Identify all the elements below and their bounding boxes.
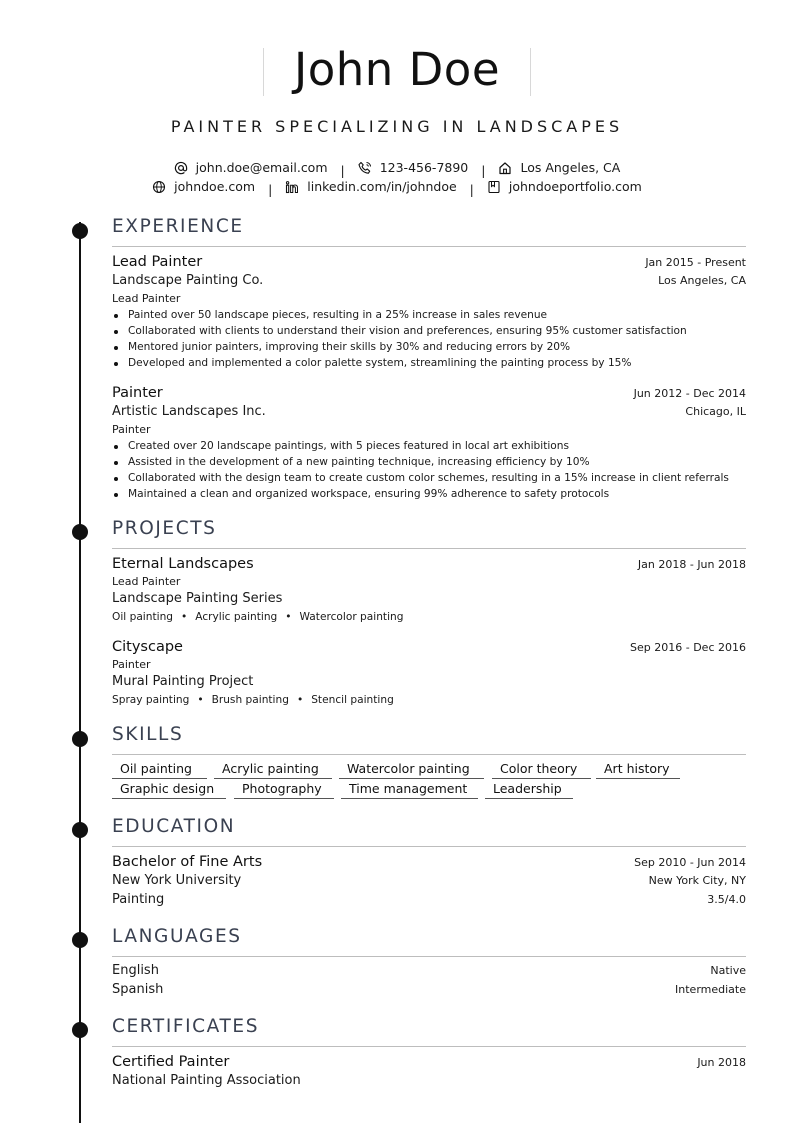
website-item[interactable] xyxy=(152,179,255,195)
project-role-row xyxy=(112,575,746,589)
section-divider xyxy=(112,1046,746,1047)
job-dates: Jan 2015 - Present xyxy=(645,256,746,269)
linkedin-item[interactable] xyxy=(285,179,456,195)
project-dates: Sep 2016 - Dec 2016 xyxy=(630,641,746,654)
keyword: Spray painting xyxy=(112,694,190,706)
email-item[interactable] xyxy=(174,160,328,176)
section-divider xyxy=(112,754,746,755)
section-title-languages: LANGUAGES xyxy=(112,926,242,947)
phone-icon xyxy=(358,161,372,175)
linkedin-text: linkedin.com/in/johndoe xyxy=(307,179,457,194)
phone-text: 123-456-7890 xyxy=(379,160,469,175)
keyword-separator: • xyxy=(181,611,188,623)
keyword: Stencil painting xyxy=(311,694,394,706)
experience-bullets xyxy=(112,438,746,502)
experience-company-row xyxy=(112,273,746,289)
bullet-item: Mentored junior painters, improving their skills by 30% and reducing errors by 20% xyxy=(112,339,746,355)
bullet-item: Assisted in the development of a new painting technique, increasing efficiency by 10% xyxy=(112,454,746,470)
phone-item[interactable] xyxy=(358,160,469,176)
globe-icon xyxy=(152,180,166,194)
project-subtitle: Landscape Painting Series xyxy=(112,591,283,606)
portfolio-icon xyxy=(487,180,501,194)
bullet-item: Created over 20 landscape paintings, with 5 pieces featured in local art exhibitions xyxy=(112,438,746,454)
keyword: Watercolor painting xyxy=(299,611,404,623)
contact-separator: | xyxy=(469,182,474,197)
field-of-study: Painting xyxy=(112,892,165,907)
skill-tag: Watercolor painting xyxy=(339,761,484,779)
skill-tag: Color theory xyxy=(492,761,591,779)
headline: PAINTER SPECIALIZING IN LANDSCAPES xyxy=(170,117,624,136)
bullet-item: Collaborated with clients to understand their vision and preferences, ensuring 95% customer satisfaction xyxy=(112,323,746,339)
bullet-item: Collaborated with the design team to create custom color schemes, resulting in a 15% increase in client referrals xyxy=(112,470,746,486)
language-name: Spanish xyxy=(112,982,164,997)
project-keywords xyxy=(112,693,394,707)
bullet-item: Painted over 50 landscape pieces, resulting in a 25% increase in sales revenue xyxy=(112,307,746,323)
section-title-skills: SKILLS xyxy=(112,724,184,745)
language-name: English xyxy=(112,963,159,978)
certificate-date: Jun 2018 xyxy=(697,1056,746,1069)
language-row xyxy=(112,982,746,998)
project-keywords xyxy=(112,610,403,624)
language-level: Intermediate xyxy=(675,983,746,996)
keyword-separator: • xyxy=(285,611,292,623)
timeline-dot xyxy=(72,223,88,239)
timeline-dot xyxy=(72,932,88,948)
experience-company-row xyxy=(112,404,746,420)
contact-separator: | xyxy=(268,182,273,197)
project-subtitle: Mural Painting Project xyxy=(112,674,254,689)
home-icon xyxy=(498,161,512,175)
certificate-issuer: National Painting Association xyxy=(112,1073,301,1088)
language-level: Native xyxy=(710,964,746,977)
company-name: Landscape Painting Co. xyxy=(112,273,264,288)
school-location: New York City, NY xyxy=(648,874,746,887)
skill-tag: Art history xyxy=(596,761,680,779)
job-location: Los Angeles, CA xyxy=(658,274,746,287)
email-text: john.doe@email.com xyxy=(195,160,328,175)
timeline-dot xyxy=(72,524,88,540)
job-dates: Jun 2012 - Dec 2014 xyxy=(633,387,746,400)
section-title-experience: EXPERIENCE xyxy=(112,216,244,237)
project-dates: Jan 2018 - Jun 2018 xyxy=(637,558,746,571)
skill-tag: Acrylic painting xyxy=(214,761,332,779)
section-divider xyxy=(112,956,746,957)
skill-tag: Photography xyxy=(234,781,334,799)
location-item xyxy=(498,160,620,176)
portfolio-item[interactable] xyxy=(487,179,642,195)
job-title: Painter xyxy=(112,385,163,401)
project-header xyxy=(112,638,746,656)
certificate-header xyxy=(112,1053,746,1071)
experience-header xyxy=(112,253,746,271)
experience-bullets xyxy=(112,307,746,371)
project-role: Lead Painter xyxy=(112,575,181,588)
keyword-separator: • xyxy=(197,694,204,706)
education-dates: Sep 2010 - Jun 2014 xyxy=(634,856,746,869)
contact-row-2 xyxy=(0,179,794,198)
language-row xyxy=(112,963,746,979)
timeline-dot xyxy=(72,1022,88,1038)
skill-tag: Oil painting xyxy=(112,761,207,779)
skill-tag: Graphic design xyxy=(112,781,226,799)
keyword: Oil painting xyxy=(112,611,174,623)
at-icon xyxy=(174,161,188,175)
experience-header xyxy=(112,384,746,402)
education-school-row xyxy=(112,873,746,889)
bullet-item: Maintained a clean and organized workspace, ensuring 99% adherence to safety protocols xyxy=(112,486,746,502)
contact-separator: | xyxy=(481,163,486,178)
certificate-name: Certified Painter xyxy=(112,1054,230,1070)
skill-tag: Time management xyxy=(341,781,478,799)
linkedin-icon xyxy=(285,180,299,194)
project-role: Painter xyxy=(112,658,151,671)
contact-row-1 xyxy=(0,160,794,179)
project-title: Cityscape xyxy=(112,639,183,655)
website-text: johndoe.com xyxy=(174,179,256,194)
certificate-issuer-row xyxy=(112,1073,746,1089)
job-location: Chicago, IL xyxy=(685,405,746,418)
section-title-certificates: CERTIFICATES xyxy=(112,1016,260,1037)
gpa: 3.5/4.0 xyxy=(707,893,746,906)
section-divider xyxy=(112,246,746,247)
section-divider xyxy=(112,548,746,549)
location-text: Los Angeles, CA xyxy=(520,160,621,175)
degree: Bachelor of Fine Arts xyxy=(112,854,263,870)
project-subtitle-row xyxy=(112,674,746,690)
job-title: Lead Painter xyxy=(112,254,203,270)
education-header xyxy=(112,853,746,871)
timeline-dot xyxy=(72,731,88,747)
education-field-row xyxy=(112,892,746,908)
keyword-separator: • xyxy=(296,694,304,706)
project-subtitle-row xyxy=(112,591,746,607)
skill-tag: Leadership xyxy=(485,781,573,799)
school-name: New York University xyxy=(112,873,242,888)
keyword: Acrylic painting xyxy=(195,611,278,623)
project-title: Eternal Landscapes xyxy=(112,556,254,572)
contact-separator: | xyxy=(340,163,345,178)
bullet-item: Developed and implemented a color palette system, streamlining the painting process by 15% xyxy=(112,355,746,371)
candidate-name: John Doe xyxy=(293,43,501,96)
job-role: Lead Painter xyxy=(112,292,181,305)
section-title-education: EDUCATION xyxy=(112,816,236,837)
timeline-line xyxy=(79,222,81,1123)
experience-role-row xyxy=(112,292,746,306)
section-title-projects: PROJECTS xyxy=(112,518,217,539)
experience-role-row xyxy=(112,423,746,437)
section-divider xyxy=(112,846,746,847)
job-role: Painter xyxy=(112,423,151,436)
keyword: Brush painting xyxy=(211,694,289,706)
portfolio-text: johndoeportfolio.com xyxy=(508,179,642,194)
project-header xyxy=(112,555,746,573)
company-name: Artistic Landscapes Inc. xyxy=(112,404,266,419)
timeline-dot xyxy=(72,822,88,838)
project-role-row xyxy=(112,658,746,672)
